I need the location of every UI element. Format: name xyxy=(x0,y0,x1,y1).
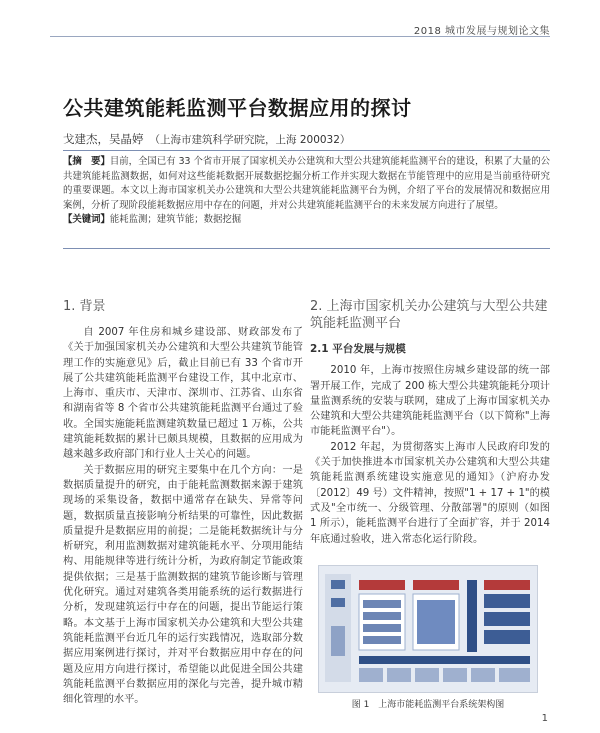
abstract-bottom-rule xyxy=(63,248,550,249)
section-1-heading: 1. 背景 xyxy=(63,299,106,314)
byline xyxy=(63,131,350,147)
keywords-label: 【关键词】 xyxy=(63,214,110,226)
section-2-paragraph: 2010 年，上海市按照住房城乡建设部的统一部署开展工作，完成了 200 栋大型公共建筑能耗分项计量监测系统的安装与联网，建成了上海市国家机关办公建筑和大型公共建筑能耗监测平台（以下简称"上海市能耗监测平台"）。 xyxy=(310,365,550,438)
abstract-block xyxy=(63,155,550,228)
section-1-paragraph: 自 2007 年住房和城乡建设部、财政部发布了《关于加强国家机关办公建筑和大型公共建筑节能管理工作的实施意见》后，截止目前已有 33 个省市开展了公共建筑能耗监测平台建设工作，其中北京市、上海市、重庆市、天津市、深圳市、江苏省、山东省和湖南省等 8 个省市公共建筑能耗监测平台通过了验收。全国实施能耗监测建筑数量已超过 1 万栋，公共建筑能耗数据的累计已颇具规模，且数据的应用成为越来越多政府部门和行业人士关心的问题。 xyxy=(63,327,303,461)
page-number: 1 xyxy=(541,713,548,724)
figure-caption: 图 1 上海市能耗监测平台系统架构图 xyxy=(351,700,505,710)
affiliation: （上海市建筑科学研究院，上海 200032） xyxy=(149,134,351,146)
architecture-diagram-graphic xyxy=(319,566,537,692)
article-title: 公共建筑能耗监测平台数据应用的探讨 xyxy=(63,96,412,120)
section-2-heading: 2. 上海市国家机关办公建筑与大型公共建筑能耗监测平台 xyxy=(310,299,548,331)
section-2-paragraph: 2012 年起，为贯彻落实上海市人民政府印发的《关于加快推进本市国家机关办公建筑和大型公共建筑能耗监测系统建设实施意见的通知》（沪府办发〔2012〕49 号）文件精神，按照"1 + 17 + 1"的模式及"全市统一、分级管理、分散部署"的原则（如图 1 所示），能耗监测平台进行了全面扩容，并于 2014 年底通过验收，进入常态化运行阶段。 xyxy=(310,441,550,545)
abstract xyxy=(63,155,550,213)
right-column xyxy=(310,298,550,547)
keywords xyxy=(63,213,550,228)
running-head xyxy=(0,22,600,38)
authors: 戈建杰，吴晶婷 xyxy=(63,132,144,146)
keywords-text: 能耗监测；建筑节能；数据挖掘 xyxy=(109,214,242,226)
abstract-text: 目前，全国已有 33 个省市开展了国家机关办公建筑和大型公共建筑能耗监测平台的建设，积累了大量的公共建筑能耗监测数据，如何对这些能耗数据开展数据挖掘分析工作并实现大数据在节能管理中的应用是当前亟待研究的重要课题。本文以上海市国家机关办公建筑和大型公共建筑能耗监测平台为例，介绍了平台的发展情况和数据应用案例，分析了现阶段能耗数据应用中存在的问题，并对公共建筑能耗监测平台的未来发展方向进行了展望。 xyxy=(63,156,550,211)
architecture-figure xyxy=(318,565,538,693)
running-head-text: 2018 城市发展与规划论文集 xyxy=(413,26,550,37)
subsection-2-1-heading: 2.1 平台发展与规模 xyxy=(310,343,406,355)
left-column xyxy=(63,298,303,707)
section-1-paragraph: 关于数据应用的研究主要集中在几个方向：一是数据质量提升的研究，由于能耗监测数据来源于建筑现场的采集设备，数据中通常存在缺失、异常等问题，数据质量直接影响分析结果的可靠性，因此数据质量提升是数据应用的前提；二是能耗数据统计与分析研究，利用监测数据对建筑能耗水平、分项用能结构、用能规律等进行统计分析，为政府制定节能政策提供依据；三是基于监测数据的建筑节能诊断与管理优化研究。通过对建筑各类用能系统的运行数据进行分析，发现建筑运行中存在的问题，提出节能运行策略。本文基于上海市国家机关办公建筑和大型公共建筑能耗监测平台近几年的运行实践情况，选取部分数据应用案例进行探讨，并对平台数据应用中存在的问题及应用方向进行探讨，希望能以此促进全国公共建筑能耗监测平台数据应用的深化与完善，提升城市精细化管理的水平。 xyxy=(63,464,303,706)
abstract-label: 【摘 要】 xyxy=(63,156,110,167)
abstract-top-rule xyxy=(63,150,550,151)
header-rule xyxy=(50,36,550,37)
